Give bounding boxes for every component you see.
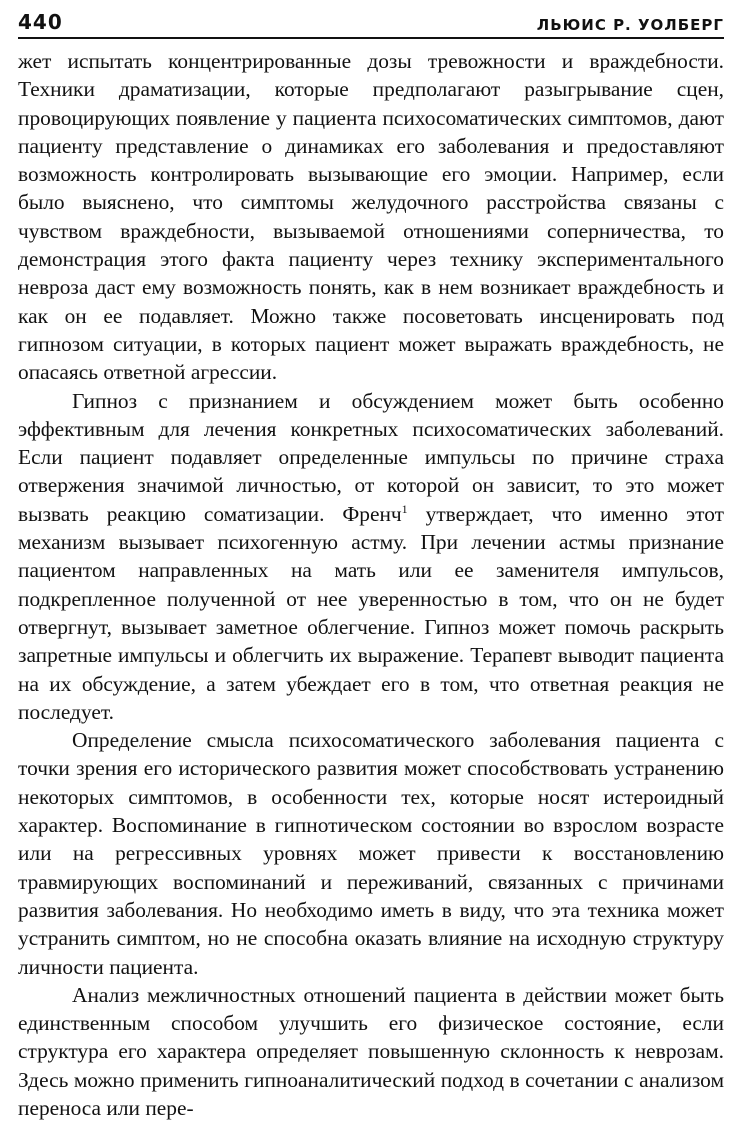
paragraph-2-text-before: Гипноз с признанием и обсуждением может быть особенно эффективным для лечения конкретных психосоматических заболеваний. Если пациент подавляет определенные импульсы по причине страха отвержения значимой личностью, от которой он зависит, то это может вызвать реакцию соматизации. Френч [18,388,724,526]
body-text [18,47,724,1122]
footnote-mark: 1 [401,501,408,516]
paragraph-4: Анализ межличностных отношений пациента в действии может быть единственным способом улучшить его физическое состояние, если структура его характера определяет повышенную склонность к неврозам. Здесь можно применить гипноаналитический подход в сочетании с анализом переноса или пере- [18,982,724,1120]
page-header [18,8,724,39]
page-number: 440 [18,10,63,34]
paragraph-3: Определение смысла психосоматического заболевания пациента с точки зрения его исторического развития может способствовать устранению некоторых симптомов, в особенности тех, которые носят истероидный характер. Воспоминание в гипнотическом состоянии во взрослом возрасте или на регрессивных уровнях может привести к восстановлению травмирующих воспоминаний и переживаний, связанных с причинами развития заболевания. Но необходимо иметь в виду, что эта техника может устранить симптом, но не способна оказать влияние на исходную структуру личности пациента. [18,728,724,979]
running-head: ЛЬЮИС Р. УОЛБЕРГ [536,16,724,34]
paragraph-1: жет испытать концентрированные дозы тревожности и враждебности. Техники драматизации, которые предполагают разыгрывание сцен, провоцирующих появление у пациента психосоматических симптомов, дают пациенту представление о динамиках его заболевания и предоставляют возможность контролировать вызывающие его эмоции. Например, если было выяснено, что симптомы желудочного расстройства связаны с чувством враждебности, вызываемой отношениями соперничества, то демонстрация этого факта пациенту через технику экспериментального невроза даст ему возможность понять, как в нем возникает враждебность и как он ее подавляет. Можно также посоветовать инсценировать под гипнозом ситуации, в которых пациент может выражать враждебность, не опасаясь ответной агрессии. [18,49,724,385]
paragraph-2-text-after: утверждает, что именно этот механизм вызывает психогенную астму. При лечении астмы признание пациентом направленных на мать или ее заменителя импульсов, подкрепленное полученной от нее уверенностью в том, что он не будет отвергнут, вызывает заметное облегчение. Гипноз может помочь раскрыть запретные импульсы и облегчить их выражение. Терапевт выводит пациента на их обсуждение, а затем убеждает его в том, что ответная реакция не последует. [18,501,724,724]
book-page [18,8,724,1122]
paragraph-2 [18,387,724,727]
